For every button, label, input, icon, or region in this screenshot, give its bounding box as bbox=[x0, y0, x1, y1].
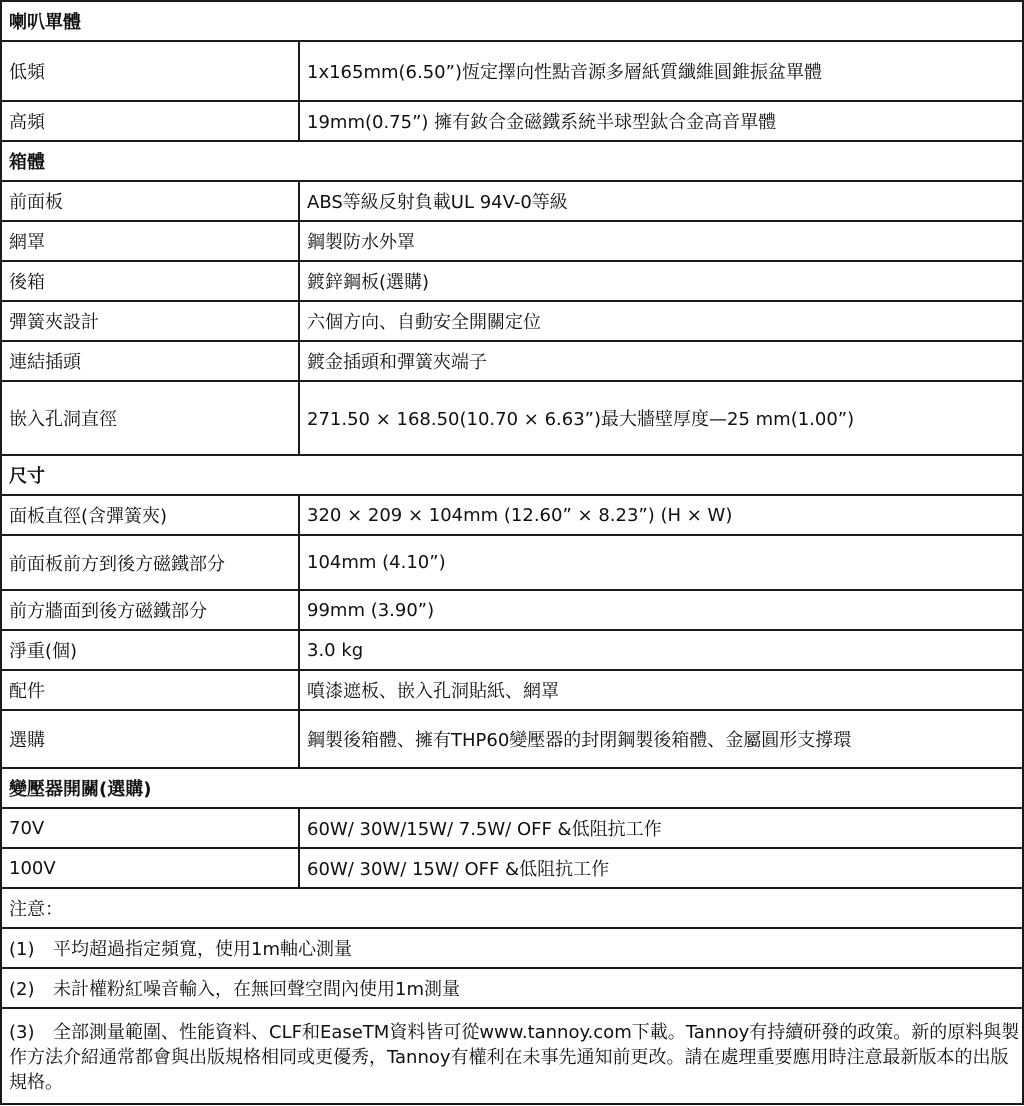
spec-row-low-freq bbox=[1, 41, 1023, 101]
spec-label: 前面板 bbox=[1, 181, 299, 221]
spec-value: 六個方向、自動安全開關定位 bbox=[299, 301, 1023, 341]
spec-row bbox=[1, 221, 1023, 261]
section-header-row bbox=[1, 455, 1023, 495]
spec-row bbox=[1, 848, 1023, 888]
spec-label: 連結插頭 bbox=[1, 341, 299, 381]
note-row bbox=[1, 1008, 1023, 1104]
note-number: (1) bbox=[9, 939, 35, 960]
spec-label: 低頻 bbox=[1, 41, 299, 101]
section-heading-drivers: 喇叭單體 bbox=[1, 1, 1023, 41]
spec-label: 面板直徑(含彈簧夾) bbox=[1, 495, 299, 535]
spec-label: 選購 bbox=[1, 710, 299, 768]
spec-value: 噴漆遮板、嵌入孔洞貼紙、網罩 bbox=[299, 670, 1023, 710]
note-text: 全部測量範圍、性能資料、CLF和EaseTM資料皆可從www.tannoy.com下載。Tannoy有持續研發的政策。新的原料與製作方法介紹通常都會與出版規格相同或更優秀，Tannoy有權利在未事先通知前更改。請在處理重要應用時注意最新版本的出版規格。 bbox=[9, 1021, 1020, 1093]
note-row bbox=[1, 968, 1023, 1008]
spec-value: 60W/ 30W/15W/ 7.5W/ OFF &低阻抗工作 bbox=[299, 808, 1023, 848]
section-heading-dimensions: 尺寸 bbox=[1, 455, 1023, 495]
section-heading-transformer: 變壓器開關(選購) bbox=[1, 768, 1023, 808]
spec-label: 70V bbox=[1, 808, 299, 848]
spec-row bbox=[1, 590, 1023, 630]
note-row bbox=[1, 928, 1023, 968]
spec-row bbox=[1, 341, 1023, 381]
spec-row bbox=[1, 381, 1023, 455]
notes-header-row bbox=[1, 888, 1023, 928]
spec-label: 嵌入孔洞直徑 bbox=[1, 381, 299, 455]
spec-row bbox=[1, 301, 1023, 341]
spec-label: 高頻 bbox=[1, 101, 299, 141]
spec-value: 鍍鋅鋼板(選購) bbox=[299, 261, 1023, 301]
spec-value: ABS等級反射負載UL 94V-0等級 bbox=[299, 181, 1023, 221]
spec-value: 1x165mm(6.50”)恆定擇向性點音源多層紙質纖維圓錐振盆單體 bbox=[299, 41, 1023, 101]
spec-row bbox=[1, 670, 1023, 710]
spec-row bbox=[1, 808, 1023, 848]
note-text: 未計權粉紅噪音輸入，在無回聲空間內使用1m測量 bbox=[53, 979, 460, 1000]
note-text: 平均超過指定頻寬，使用1m軸心測量 bbox=[53, 939, 352, 960]
note-number: (2) bbox=[9, 979, 35, 1000]
spec-value: 鍍金插頭和彈簧夾端子 bbox=[299, 341, 1023, 381]
spec-row bbox=[1, 181, 1023, 221]
spec-row-high-freq bbox=[1, 101, 1023, 141]
spec-row bbox=[1, 630, 1023, 670]
spec-value: 鋼製後箱體、擁有THP60變壓器的封閉鋼製後箱體、金屬圓形支撐環 bbox=[299, 710, 1023, 768]
note-item bbox=[1, 968, 1023, 1008]
spec-value: 104mm (4.10”) bbox=[299, 535, 1023, 590]
spec-row bbox=[1, 535, 1023, 590]
spec-label: 100V bbox=[1, 848, 299, 888]
spec-label: 彈簧夾設計 bbox=[1, 301, 299, 341]
spec-value: 271.50 × 168.50(10.70 × 6.63”)最大牆壁厚度—25 mm(1.00”) bbox=[299, 381, 1023, 455]
spec-label: 後箱 bbox=[1, 261, 299, 301]
spec-label: 前方牆面到後方磁鐵部分 bbox=[1, 590, 299, 630]
section-heading-enclosure: 箱體 bbox=[1, 141, 1023, 181]
spec-value: 3.0 kg bbox=[299, 630, 1023, 670]
spec-label: 淨重(個) bbox=[1, 630, 299, 670]
spec-label: 網罩 bbox=[1, 221, 299, 261]
section-header-row bbox=[1, 141, 1023, 181]
spec-value: 60W/ 30W/ 15W/ OFF &低阻抗工作 bbox=[299, 848, 1023, 888]
spec-row bbox=[1, 495, 1023, 535]
section-header-row bbox=[1, 768, 1023, 808]
spec-label: 配件 bbox=[1, 670, 299, 710]
note-item bbox=[1, 928, 1023, 968]
spec-label: 前面板前方到後方磁鐵部分 bbox=[1, 535, 299, 590]
notes-heading: 注意： bbox=[1, 888, 1023, 928]
spec-value: 19mm(0.75”) 擁有釹合金磁鐵系統半球型鈦合金高音單體 bbox=[299, 101, 1023, 141]
spec-row bbox=[1, 710, 1023, 768]
note-item bbox=[1, 1008, 1023, 1104]
spec-value: 99mm (3.90”) bbox=[299, 590, 1023, 630]
section-header-row bbox=[1, 1, 1023, 41]
spec-value: 320 × 209 × 104mm (12.60” × 8.23”) (H × W) bbox=[299, 495, 1023, 535]
spec-value: 鋼製防水外罩 bbox=[299, 221, 1023, 261]
spec-row bbox=[1, 261, 1023, 301]
note-number: (3) bbox=[9, 1021, 35, 1043]
